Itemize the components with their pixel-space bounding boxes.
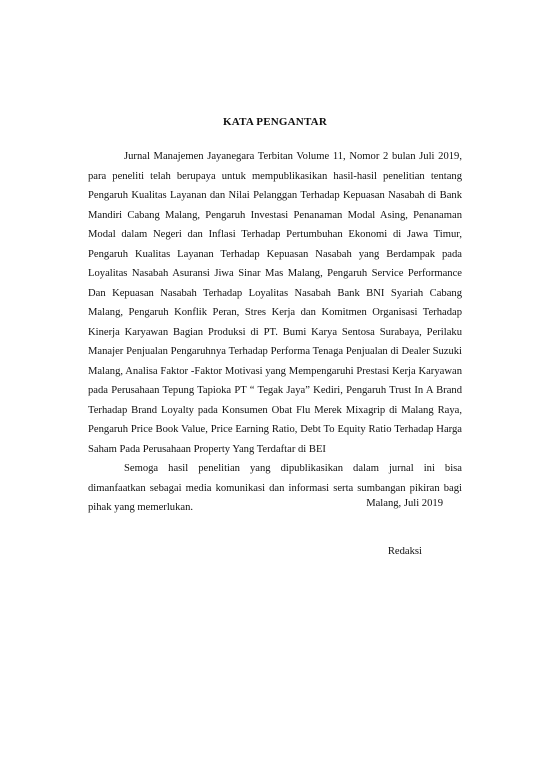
paragraph-closing: Semoga hasil penelitian yang dipublikasikan dalam jurnal ini bisa dimanfaatkan sebagai media komunikasi dan informasi serta sumbangan pikiran bagi pihak yang memerlukan. (88, 463, 462, 513)
page-title: KATA PENGANTAR (223, 116, 327, 128)
body-text (88, 147, 462, 518)
place-date: Malang, Juli 2019 (366, 498, 443, 509)
signature: Redaksi (387, 546, 422, 557)
paragraph-intro: Jurnal Manajemen Jayanegara Terbitan Volume 11, Nomor 2 bulan Juli 2019, para peneliti telah berupaya untuk mempublikasikan hasil-hasil penelitian tentang Pengaruh Kualitas Layanan dan Nilai Pelanggan Terhadap Kepuasan Nasabah di Bank Mandiri Cabang Malang, Pengaruh Investasi Penanaman Modal Asing, Penanaman Modal dalam Negeri dan Inflasi Terhadap Pertumbuhan Ekonomi di Jawa Timur, Pengaruh Kualitas Layanan Terhadap Kepuasan Nasabah yang Berdampak pada Loyalitas Nasabah Asuransi Jiwa Sinar Mas Malang, Pengaruh Service Performance Dan Kepuasan Nasabah Terhadap Loyalitas Nasabah Bank BNI Syariah Cabang Malang, Pengaruh Konflik Peran, Stres Kerja dan Komitmen Organisasi Terhadap Kinerja Karyawan Bagian Produksi di PT. Bumi Karya Sentosa Surabaya, Perilaku Manajer Penjualan Pengaruhnya Terhadap Performa Tenaga Penjualan di Dealer Suzuki Malang, Analisa Faktor -Faktor Motivasi yang Mempengaruhi Prestasi Kerja Karyawan pada Perusahaan Tepung Tapioka PT “ Tegak Jaya” Kediri, Pengaruh Trust In A Brand Terhadap Brand Loyalty pada Konsumen Obat Flu Merek Mixagrip di Malang Raya, Pengaruh Price Book Value, Price Earning Ratio, Debt To Equity Ratio Terhadap Harga Saham Pada Perusahaan Property Yang Terdaftar di BEI (88, 151, 462, 455)
